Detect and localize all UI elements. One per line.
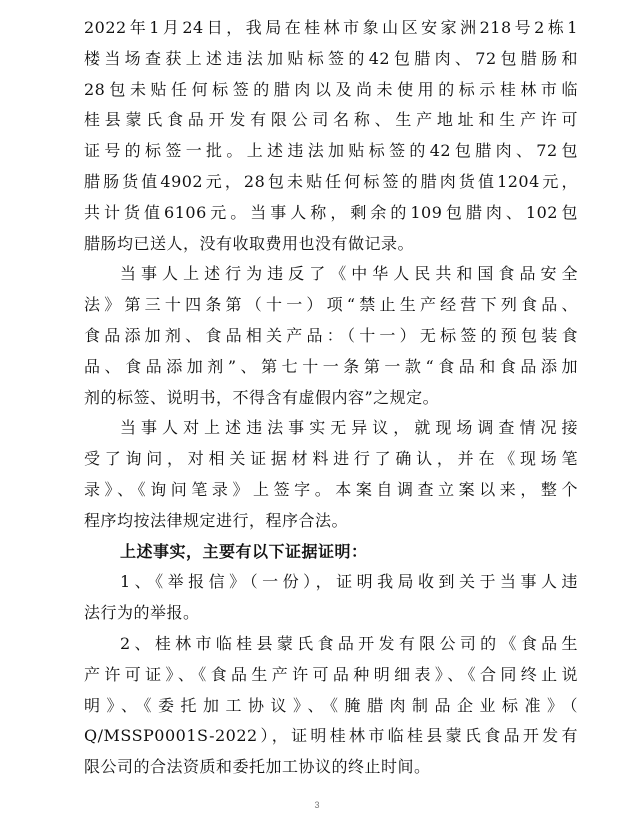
evidence-item-2-line-4: Q/MSSP0001S-2022），证明桂林市临桂县蒙氏食品开发有 — [84, 726, 578, 746]
paragraph-1-line-1: 2022年1月24日，我局在桂林市象山区安家洲218号2栋1 — [84, 18, 578, 37]
paragraph-1-line-4: 桂县蒙氏食品开发有限公司名称、生产地址和生产许可 — [84, 110, 578, 130]
evidence-item-2-line-3: 明》、《委托加工协议》、《腌腊肉制品企业标准》（ — [84, 695, 578, 715]
paragraph-2-line-4: 品、食品添加剂”、第七十一条第一款“食品和食品添加 — [84, 356, 578, 376]
paragraph-3-line-2: 受了询问，对相关证据材料进行了确认，并在《现场笔 — [84, 449, 578, 469]
paragraph-2-line-1: 当事人上述行为违反了《中华人民共和国食品安全 — [120, 264, 578, 284]
evidence-item-1-line-2: 法行为的举报。 — [84, 603, 200, 623]
paragraph-1-line-5: 证号的标签一批。上述违法加贴标签的42包腊肉、72包 — [84, 141, 578, 161]
paragraph-2-line-3: 食品添加剂、食品相关产品：（十一）无标签的预包装食 — [84, 326, 578, 345]
paragraph-2-line-5: 剂的标签、说明书，不得含有虚假内容”之规定。 — [84, 387, 440, 407]
paragraph-1-line-6: 腊肠货值4902元，28包未贴任何标签的腊肉货值1204元， — [84, 172, 578, 191]
paragraph-3-line-3: 录》、《询问笔录》上签字。本案自调查立案以来，整个 — [84, 480, 578, 499]
evidence-item-2-line-2: 产许可证》、《食品生产许可品种明细表》、《合同终止说 — [84, 664, 578, 684]
evidence-heading: 上述事实，主要有以下证据证明： — [120, 541, 368, 561]
evidence-item-2-line-1: 2、桂林市临桂县蒙氏食品开发有限公司的《食品生 — [120, 634, 578, 653]
paragraph-1-line-7: 共计货值6106元。当事人称，剩余的109包腊肉、102包 — [84, 202, 578, 222]
paragraph-3-line-1: 当事人对上述违法事实无异议，就现场调查情况接 — [120, 418, 578, 438]
paragraph-3-line-4: 程序均按法律规定进行，程序合法。 — [84, 510, 349, 530]
evidence-item-2-line-5: 限公司的合法资质和委托加工协议的终止时间。 — [84, 757, 431, 777]
evidence-item-1-line-1: 1、《举报信》（一份），证明我局收到关于当事人违 — [120, 572, 578, 592]
paragraph-1-line-3: 28包未贴任何标签的腊肉以及尚未使用的标示桂林市临 — [84, 79, 578, 99]
paragraph-2-line-2: 法》第三十四条第（十一）项“禁止生产经营下列食品、 — [84, 295, 578, 315]
paragraph-1-line-8: 腊肠均已送人，没有收取费用也没有做记录。 — [84, 233, 415, 253]
page-number: 3 — [314, 800, 320, 810]
paragraph-1-line-2: 楼当场查获上述违法加贴标签的42包腊肉、72包腊肠和 — [84, 48, 578, 68]
